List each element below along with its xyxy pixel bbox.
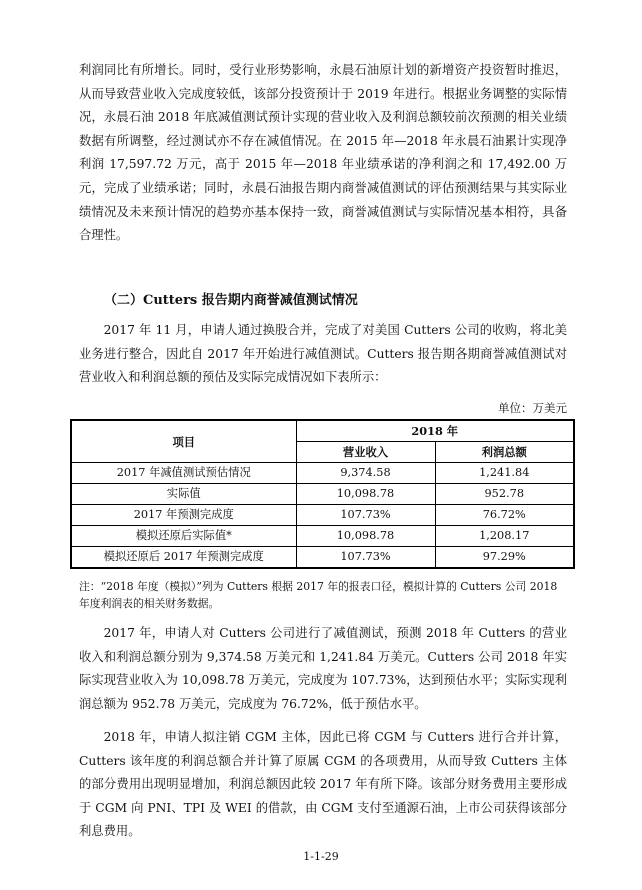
table-note: 注：“2018 年度（模拟）”列为 Cutters 根据 2017 年的报表口径，模拟计算的 Cutters 公司 2018 年度利润表的相关财务数据。: [79, 580, 558, 610]
table-row: [71, 484, 574, 505]
row-label: 2017 年减值测试预估情况: [71, 463, 296, 484]
row-label: 模拟还原后实际值*: [71, 526, 296, 547]
unit-label: 单位：万美元: [498, 401, 567, 415]
paragraph-yongchen-conclusion: 利润同比有所增长。同时，受行业形势影响，永晨石油原计划的新增资产投资暂时推迟，从而导致营业收入完成度较低，该部分投资预计于 2019 年进行。根据业务调整的实际情况，永晨石油 2018 年底减值测试预计实现的营业收入及利润总额较前次预测的相关业绩数据有所调整，经过测试亦不存在减值情况。在 2015 年—2018 年永晨石油累计实现净利润 17,597.72 万元，高于 2015 年—2018 年业绩承诺的净利润之和 17,492.00 万元，完成了业绩承诺；同时，永晨石油报告期内商誉减值测试的评估预测结果与其实际业绩情况及未来预计情况的趋势亦基本保持一致，商誉减值测试与实际情况基本相符，具备合理性。: [79, 63, 567, 243]
row-profit: 97.29%: [435, 547, 574, 569]
row-profit: 76.72%: [435, 505, 574, 526]
row-profit: 952.78: [435, 484, 574, 505]
page-number: 1-1-29: [303, 850, 339, 863]
section-heading-cutters: （二）Cutters 报告期内商誉减值测试情况: [104, 293, 358, 308]
row-revenue: 107.73%: [296, 505, 435, 526]
paragraph-cutters-intro: 2017 年 11 月，申请人通过换股合并，完成了对美国 Cutters 公司的收购，将北美业务进行整合，因此自 2017 年开始进行减值测试。Cutters 报告期各期商誉减值测试对营业收入和利润总额的预估及实际完成情况如下表所示：: [79, 323, 567, 385]
table-row: [71, 463, 574, 484]
header-year: 2018 年: [296, 420, 574, 442]
row-label: 2017 年预测完成度: [71, 505, 296, 526]
row-revenue: 107.73%: [296, 547, 435, 569]
header-item: 项目: [71, 420, 296, 463]
row-profit: 1,241.84: [435, 463, 574, 484]
goodwill-test-table: [70, 419, 575, 569]
table-row: [71, 547, 574, 569]
header-profit: 利润总额: [435, 442, 574, 463]
row-revenue: 10,098.78: [296, 484, 435, 505]
table-row: [71, 505, 574, 526]
row-label: 实际值: [71, 484, 296, 505]
table-row: [71, 526, 574, 547]
row-revenue: 10,098.78: [296, 526, 435, 547]
paragraph-cutters-2017-test: 2017 年，申请人对 Cutters 公司进行了减值测试，预测 2018 年 Cutters 的营业收入和利润总额分别为 9,374.58 万美元和 1,241.84 万美元。Cutters 公司 2018 年实际实现营业收入为 10,098.78 万美元，完成度为 107.73%，达到预估水平；实际实现利润总额为 952.78 万美元，完成度为 76.72%，低于预估水平。: [79, 626, 567, 711]
row-label: 模拟还原后 2017 年预测完成度: [71, 547, 296, 569]
row-revenue: 9,374.58: [296, 463, 435, 484]
paragraph-cutters-2018-cgm: 2018 年，申请人拟注销 CGM 主体，因此已将 CGM 与 Cutters 进行合并计算，Cutters 该年度的利润总额合并计算了原属 CGM 的各项费用，从而导致 Cutters 主体的部分费用出现明显增加，利润总额因此较 2017 年有所下降。该部分财务费用主要形成于 CGM 向 PNI、TPI 及 WEI 的借款，由 CGM 支付至通源石油，上市公司获得该部分利息费用。: [79, 730, 567, 839]
table-header-row-1: [71, 420, 574, 442]
header-revenue: 营业收入: [296, 442, 435, 463]
row-profit: 1,208.17: [435, 526, 574, 547]
